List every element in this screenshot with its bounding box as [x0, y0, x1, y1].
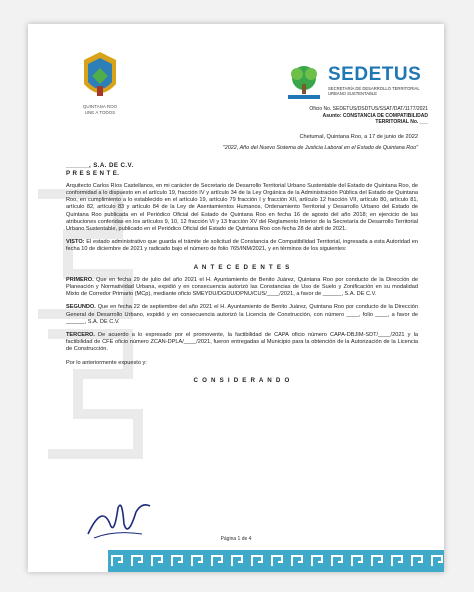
document-page [28, 24, 444, 572]
segundo-label: SEGUNDO. [66, 304, 96, 311]
segundo-paragraph [66, 304, 418, 326]
letterhead [28, 24, 444, 136]
closing-line: Por lo anteriormente expuesto y: [66, 359, 147, 366]
primero-paragraph [66, 277, 418, 299]
visto-text: El estado administrativo que guarda el trámite de solicitud de Constancia de Compatibilidad Territorial, ingresada a esta Autoridad en fecha 10 de diciembre de 2021 y radicado bajo el número de folio 765/INM/2021, y en términos de los siguientes: [66, 239, 418, 253]
quintana-roo-caption-line: QUINTANA ROO [82, 104, 118, 109]
primero-text: Que en fecha 29 de julio del año 2021 el H. Ayuntamiento de Benito Juárez, Quintana Roo por conducto de la Dirección de Planeación y Normatividad Urbana, expidió y en consecuencia autorizó las Constancias de Uso de Suelo y Zonificación en su modalidad Mixto de Corredor Primario (MCp), mediante oficio SMEYDU/DGDU/DPNU/CUS/____/2021, a favor de ______, S.A. DE C.V. [66, 276, 418, 298]
tercero-text: De acuerdo a lo expresado por el promovente, la factibilidad de CAPA oficio número CAPA-DBJIM-SDT/____/2021 y la factibilidad de CFE oficio número ZCAN-DPLA/____/2021, fueron entregadas al Municipio para la obtención de la Autorización de la Licencia de Construcción. [66, 332, 418, 353]
oficio-subject: Asunto: CONSTANCIA DE COMPATIBILIDAD [322, 112, 428, 119]
visto-paragraph [66, 239, 418, 253]
recipient-present: P R E S E N T E. [66, 169, 120, 177]
tercero-paragraph [66, 332, 418, 354]
oficio-number: Oficio No. SEDETUS/DSDTUS/SSAT/DAT/1177/2021 [309, 106, 428, 112]
tree-emblem-icon [284, 62, 324, 102]
primero-label: PRIMERO. [66, 276, 94, 283]
intro-paragraph: Arquitecto Carlos Ríos Castellanos, en mi carácter de Secretario de Desarrollo Territorial Urbano Sustentable del Estado de Quintana Roo, de conformidad a lo dispuesto en el artículo 19, fracción IV y artículo 34 de la Ley Orgánica de la Administración Pública del Estado de Quintana Roo, en cumplimiento a lo establecido en el artículo 19, artículo 79 fracción I y fracción XII, artículo 12 fracción VII, artículo 80, artículo 81, artículo 82, artículo 83 y artículo 84 de la Ley de Asentamientos Humanos, Ordenamiento Territorial y Desarrollo Urbano del Estado de Quintana Roo publicada en el Periódico Oficial del Estado de Quintana Roo en fecha 16 de agosto del año 2018; en ejercicio de las atribuciones conferidas en los artículos 9, 10, 12 fracción VI y 13 fracción XV del Reglamento Interior de la Secretaría de Desarrollo Territorial Urbano Sustentable, publicado en el Periódico Oficial del Estado de Quintana Roo con fecha 28 de abril de 2021. [66, 182, 418, 233]
sedetus-subtitle: SECRETARÍA DE DESARROLLO TERRITORIAL URBANO SUSTENTABLE [328, 86, 420, 96]
considerando-heading: C O N S I D E R A N D O [193, 376, 291, 384]
oficio-block [309, 106, 428, 126]
recipient-name: ______, S.A. DE C.V. [66, 162, 134, 170]
sedetus-wordmark: SEDETUS [328, 64, 422, 85]
visto-label: VISTO: [66, 239, 85, 246]
page-number: Página 1 de 4 [220, 536, 252, 542]
quintana-roo-caption-line: UNE A TODOS [84, 110, 116, 115]
slogan: "2022, Año del Nuevo Sistema de Justicia Laboral en el Estado de Quintana Roo" [222, 145, 418, 152]
quintana-roo-logo [78, 50, 122, 108]
segundo-text: Que en fecha 22 de septiembre del año 2021 el H. Ayuntamiento de Benito Juárez, Quintana Roo por conducto de la Dirección General de Desarrollo Urbano, expidió y en consecuencia autorizó la Licencia de Construcción, con número ____, folio ____, a favor de ______, S.A. DE C.V. [66, 304, 418, 325]
footer-pattern-band [108, 550, 444, 572]
tercero-label: TERCERO. [66, 332, 95, 339]
letter-body [66, 134, 418, 384]
sedetus-logo [284, 62, 434, 106]
quintana-roo-caption [68, 104, 132, 116]
oficio-subject-cont: TERRITORIAL No. ___ [375, 119, 428, 125]
antecedentes-heading: A N T E C E D E N T E S [193, 263, 291, 271]
place-date: Chetumal, Quintana Roo, a 17 de junio de 2022 [299, 134, 418, 140]
